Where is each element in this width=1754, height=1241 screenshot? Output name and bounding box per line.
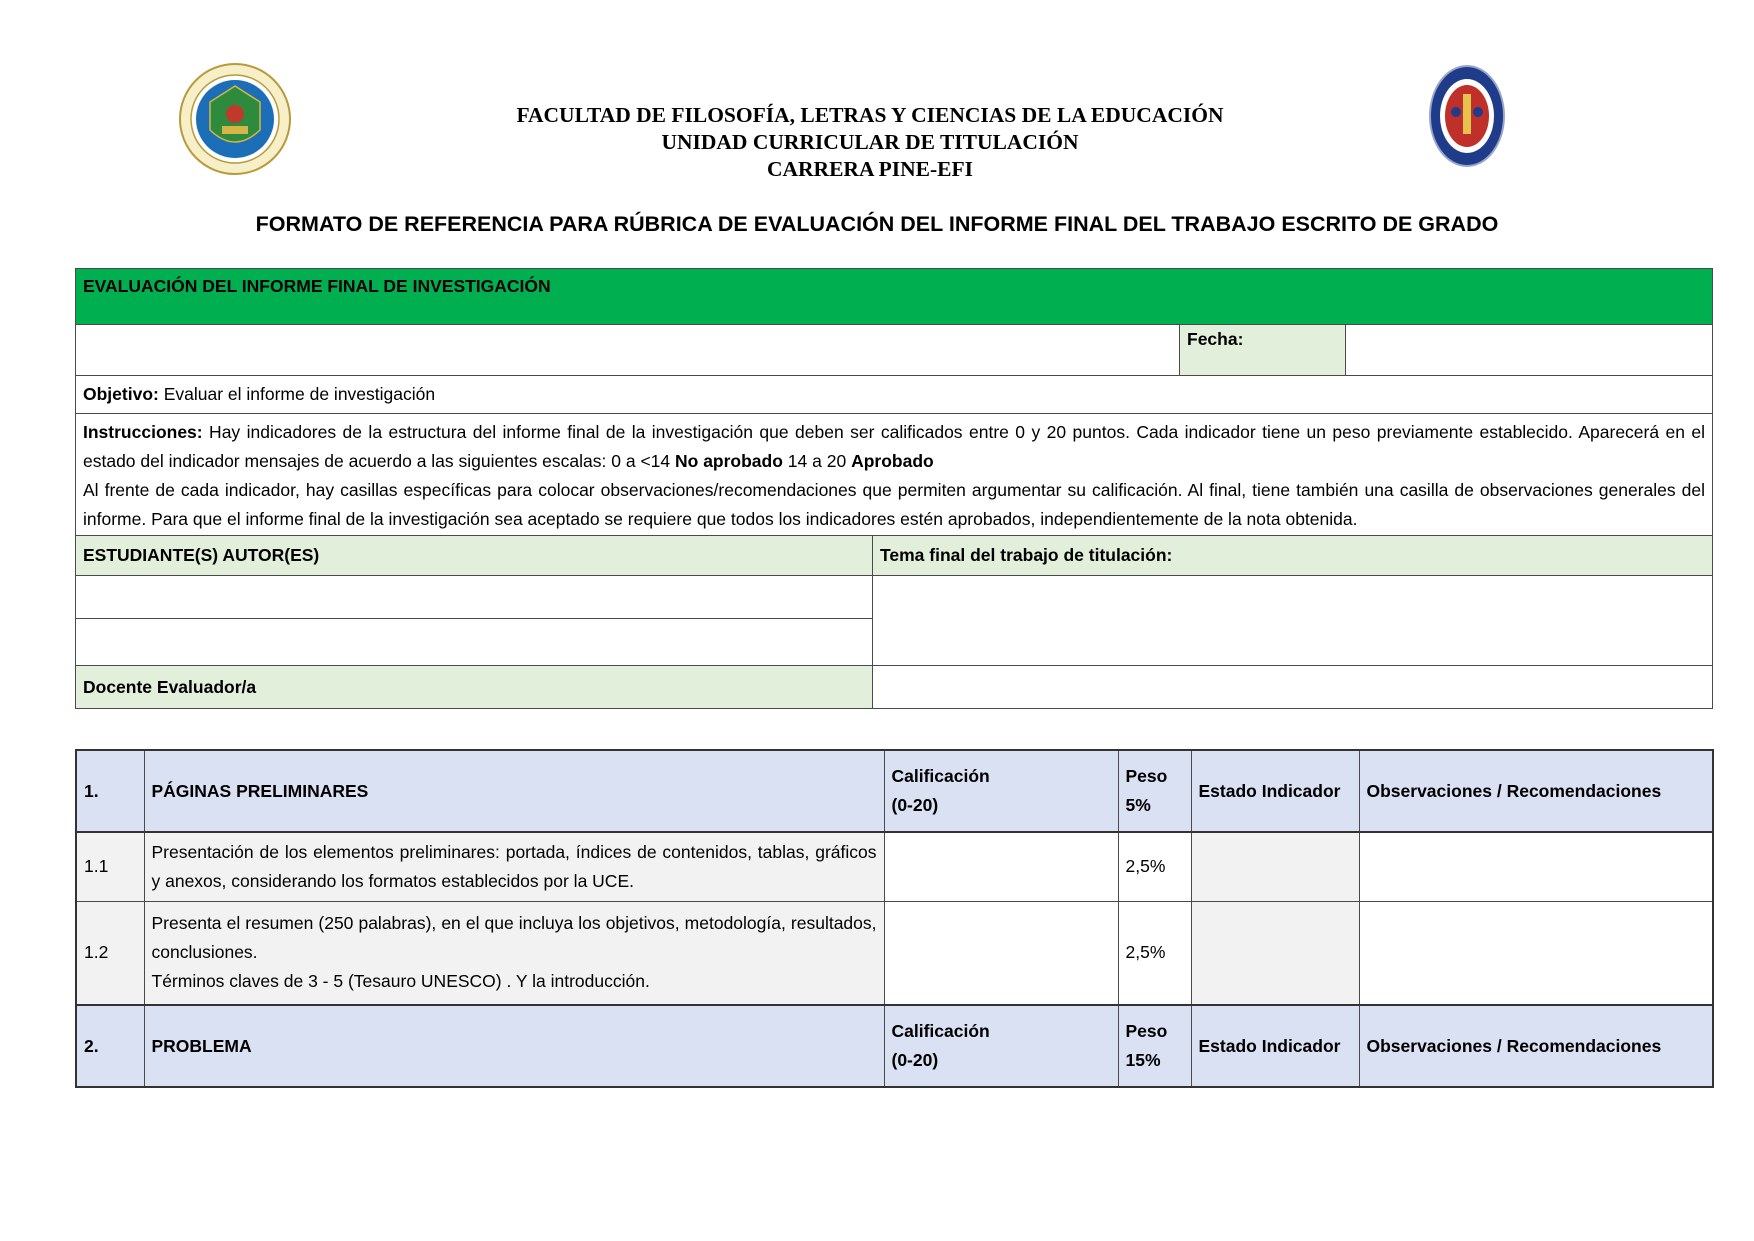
item-peso: 2,5% [1118, 901, 1191, 1005]
scale-low-range: 0 a <14 [611, 451, 671, 471]
objetivo-text: Evaluar el informe de investigación [158, 384, 436, 404]
estado-header: Estado Indicador [1191, 750, 1359, 832]
observaciones-input[interactable] [1359, 901, 1713, 1005]
item-number: 1.2 [76, 901, 144, 1005]
section-number: 1. [76, 750, 144, 832]
instrucciones-text: Hay indicadores de la estructura del informe final de la investigación que deben ser calificados entre 0 y 20 puntos. Cada indicador tiene un peso previamente establecido. Aparecerá en el estado del indicador mensajes de acuerdo a las siguientes escalas: [83, 422, 1706, 471]
calificacion-header-line1: Calificación [891, 1021, 990, 1041]
faculty-seal-logo [1428, 64, 1506, 168]
calificacion-input[interactable] [884, 832, 1118, 901]
item-text: Presentación de los elementos preliminares: portada, índices de contenidos, tablas, gráficos y anexos, considerando los formatos establecidos por la UCE. [144, 832, 884, 901]
instrucciones-label: Instrucciones: [83, 422, 203, 442]
scale-high-range: 14 a 20 [787, 451, 847, 471]
rubric-table [75, 749, 1714, 1088]
instrucciones-cell [76, 414, 1713, 536]
calificacion-header-line2: (0-20) [891, 1050, 939, 1070]
section-title: PROBLEMA [144, 1005, 884, 1087]
tema-label: Tema final del trabajo de titulación: [873, 536, 1713, 576]
header-line-3: CARRERA PINE-EFI [766, 157, 974, 181]
document-title: FORMATO DE REFERENCIA PARA RÚBRICA DE EVALUACIÓN DEL INFORME FINAL DEL TRABAJO ESCRITO DE GRADO [255, 212, 1499, 236]
item-text: Presenta el resumen (250 palabras), en el que incluya los objetivos, metodología, resultados, conclusiones. [151, 913, 877, 963]
section-number: 2. [76, 1005, 144, 1087]
peso-header [1118, 1005, 1191, 1087]
tema-field[interactable] [873, 576, 1713, 666]
item-number: 1.1 [76, 832, 144, 901]
calificacion-header-line1: Calificación [891, 766, 990, 786]
docente-field[interactable] [873, 666, 1713, 709]
header-line-1: FACULTAD DE FILOSOFÍA, LETRAS Y CIENCIAS DE LA EDUCACIÓN [516, 103, 1224, 127]
fecha-label: Fecha: [1180, 325, 1346, 376]
calificacion-input[interactable] [884, 901, 1118, 1005]
header-line-2: UNIDAD CURRICULAR DE TITULACIÓN [661, 130, 1079, 154]
section-peso: 5% [1125, 795, 1151, 815]
fecha-field[interactable] [1346, 325, 1713, 376]
docente-label: Docente Evaluador/a [76, 666, 873, 709]
blank-field[interactable] [76, 325, 1180, 376]
observaciones-input[interactable] [1359, 832, 1713, 901]
calificacion-header [884, 750, 1118, 832]
objetivo-label: Objetivo: [83, 384, 159, 404]
scale-low-label: No aprobado [675, 451, 783, 471]
peso-header [1118, 750, 1191, 832]
estado-indicador-cell [1191, 832, 1359, 901]
objetivo-row [76, 376, 1713, 414]
evaluation-info-table [75, 268, 1713, 709]
observaciones-header: Observaciones / Recomendaciones [1359, 1005, 1713, 1087]
item-text-2: Términos claves de 3 - 5 (Tesauro UNESCO) . Y la introducción. [151, 971, 650, 992]
university-seal-logo [178, 62, 292, 176]
item-peso: 2,5% [1118, 832, 1191, 901]
instrucciones-text-2: Al frente de cada indicador, hay casillas específicas para colocar observaciones/recomendaciones que permiten argumentar su calificación. Al final, tiene también una casilla de observaciones generales del informe. Para que el informe final de la investigación sea aceptado se requiere que todos los indicadores estén aprobados, independientemente de la nota obtenida. [83, 480, 1706, 529]
section-title: PÁGINAS PRELIMINARES [144, 750, 884, 832]
peso-header-line1: Peso [1125, 1021, 1168, 1041]
estado-header: Estado Indicador [1191, 1005, 1359, 1087]
estado-indicador-cell [1191, 901, 1359, 1005]
peso-header-line1: Peso [1125, 766, 1168, 786]
calificacion-header-line2: (0-20) [891, 795, 939, 815]
faculty-header [380, 102, 1360, 183]
section-header: EVALUACIÓN DEL INFORME FINAL DE INVESTIGACIÓN [76, 269, 1713, 325]
observaciones-header: Observaciones / Recomendaciones [1359, 750, 1713, 832]
item-text-cell [144, 901, 884, 1005]
calificacion-header [884, 1005, 1118, 1087]
estudiante-field-1[interactable] [76, 576, 873, 619]
estudiante-field-2[interactable] [76, 619, 873, 666]
section-peso: 15% [1125, 1050, 1161, 1070]
scale-high-label: Aprobado [851, 451, 934, 471]
estudiantes-label: ESTUDIANTE(S) AUTOR(ES) [76, 536, 873, 576]
